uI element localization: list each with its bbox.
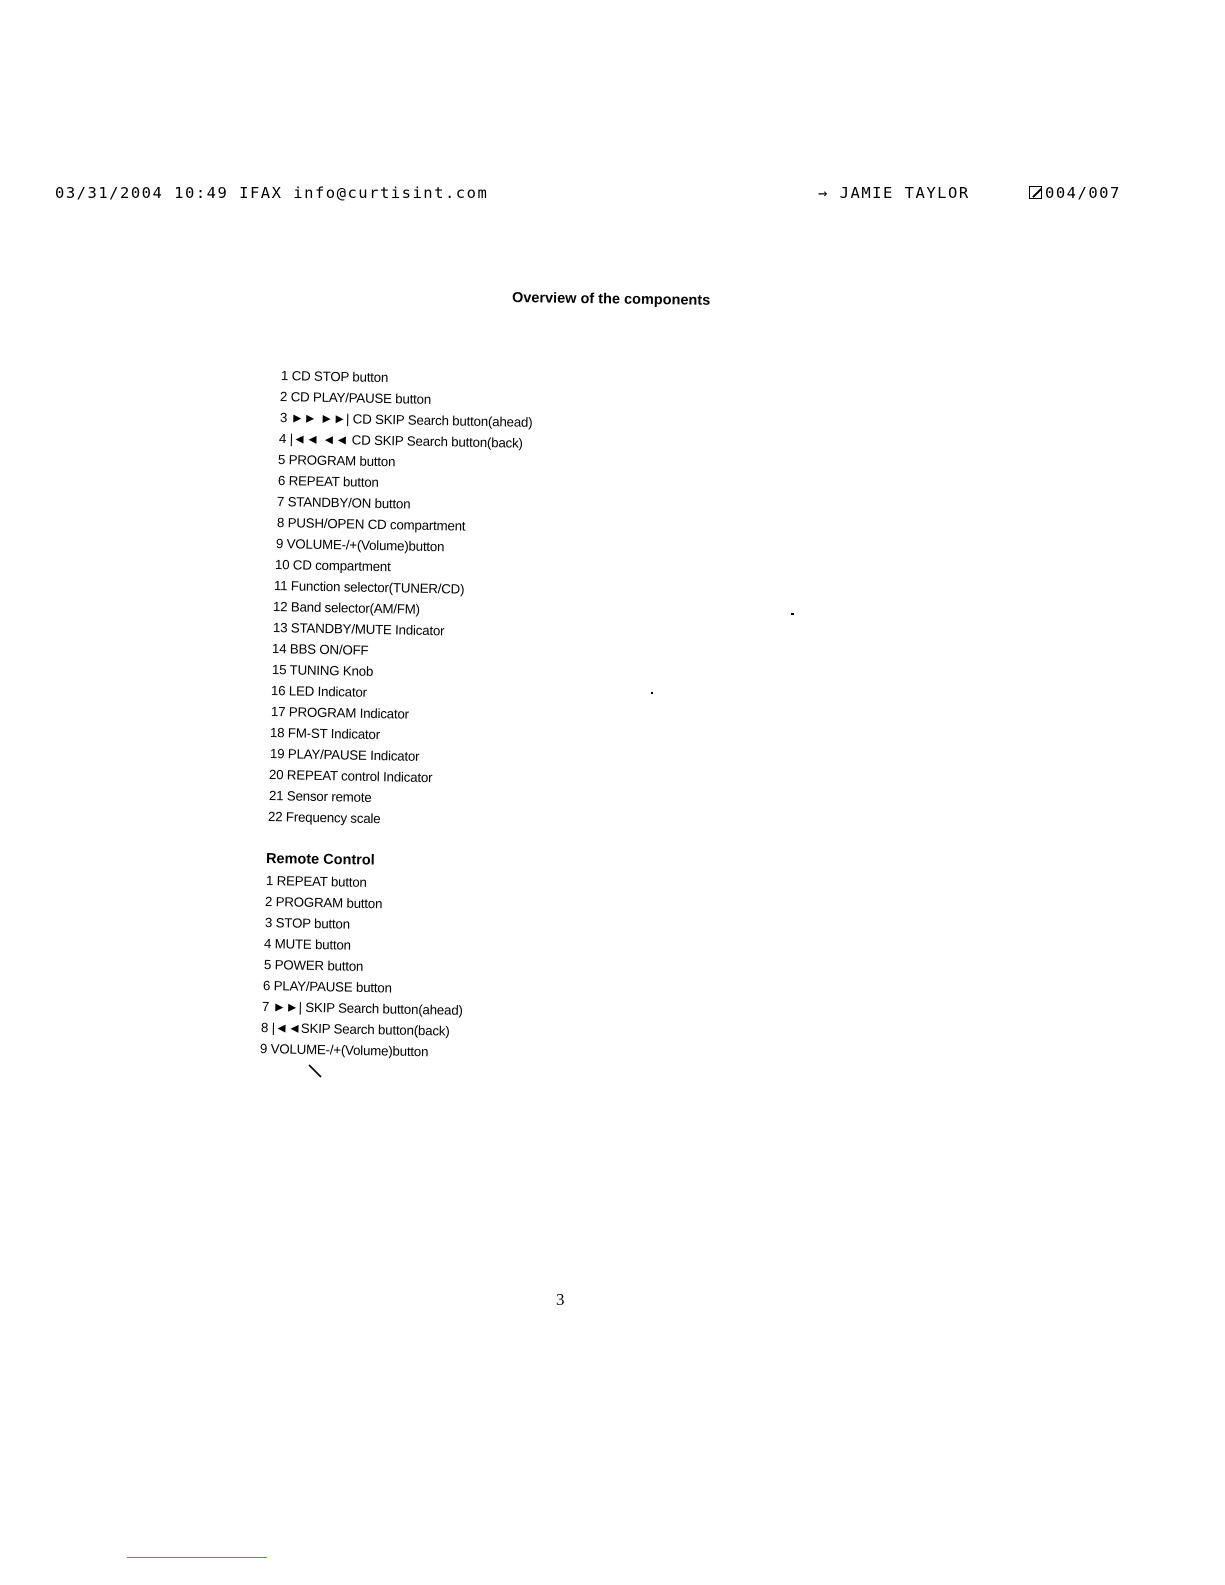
list-item: 14 BBS ON/OFF (271, 641, 369, 658)
list-item: 11 Function selector(TUNER/CD) (273, 578, 465, 597)
list-item: 3 STOP button (264, 915, 351, 932)
page-number: 3 (556, 1290, 565, 1309)
list-item: 1 CD STOP button (280, 368, 389, 386)
fax-recipient: → JAMIE TAYLOR (818, 184, 970, 202)
list-item: 17 PROGRAM Indicator (270, 704, 410, 722)
list-item: 1 REPEAT button (265, 873, 367, 890)
list-item: 6 REPEAT button (277, 473, 379, 490)
fax-checkbox-icon (1029, 186, 1042, 199)
fax-page-counter (1029, 184, 1121, 202)
list-item: 4 |◄◄ ◄◄ CD SKIP Search button(back) (278, 431, 523, 451)
list-item: 10 CD compartment (274, 557, 391, 575)
list-item: 9 VOLUME-/+(Volume)button (259, 1041, 429, 1060)
list-item: 2 PROGRAM button (264, 894, 383, 912)
list-item: 8 PUSH/OPEN CD compartment (276, 515, 466, 534)
fax-sender-line: 03/31/2004 10:49 IFAX info@curtisint.com (55, 184, 489, 202)
list-item: 4 MUTE button (263, 936, 351, 953)
scan-speck (651, 692, 653, 694)
list-item: 5 PROGRAM button (277, 452, 396, 470)
list-item: 7 ►►| SKIP Search button(ahead) (261, 999, 463, 1018)
list-item: 3 ►► ►►| CD SKIP Search button(ahead) (279, 410, 533, 430)
remote-control-heading: Remote Control (265, 851, 375, 869)
list-item: 18 FM-ST Indicator (269, 725, 381, 743)
list-item: 2 CD PLAY/PAUSE button (279, 389, 432, 407)
footer-rule (127, 1557, 267, 1558)
fax-header (0, 184, 1225, 206)
list-item: 19 PLAY/PAUSE Indicator (269, 746, 420, 764)
list-item: 12 Band selector(AM/FM) (272, 599, 421, 617)
list-item: 13 STANDBY/MUTE Indicator (272, 620, 445, 639)
list-item: 22 Frequency scale (267, 809, 381, 827)
list-item: 8 |◄◄SKIP Search button(back) (260, 1020, 450, 1039)
list-item: 9 VOLUME-/+(Volume)button (275, 536, 445, 555)
list-item: 5 POWER button (263, 957, 364, 974)
list-item: 20 REPEAT control Indicator (268, 767, 433, 786)
list-item: 16 LED Indicator (270, 683, 367, 700)
page-title: Overview of the components (511, 290, 711, 309)
fax-page-count: 004/007 (1045, 184, 1121, 202)
list-item: 15 TUNING Knob (271, 662, 374, 679)
list-item: 6 PLAY/PAUSE button (262, 978, 392, 996)
scan-speck (791, 613, 794, 615)
list-item: 7 STANDBY/ON button (276, 494, 411, 512)
list-item: 21 Sensor remote (268, 788, 372, 805)
stray-mark-icon (306, 1063, 326, 1081)
